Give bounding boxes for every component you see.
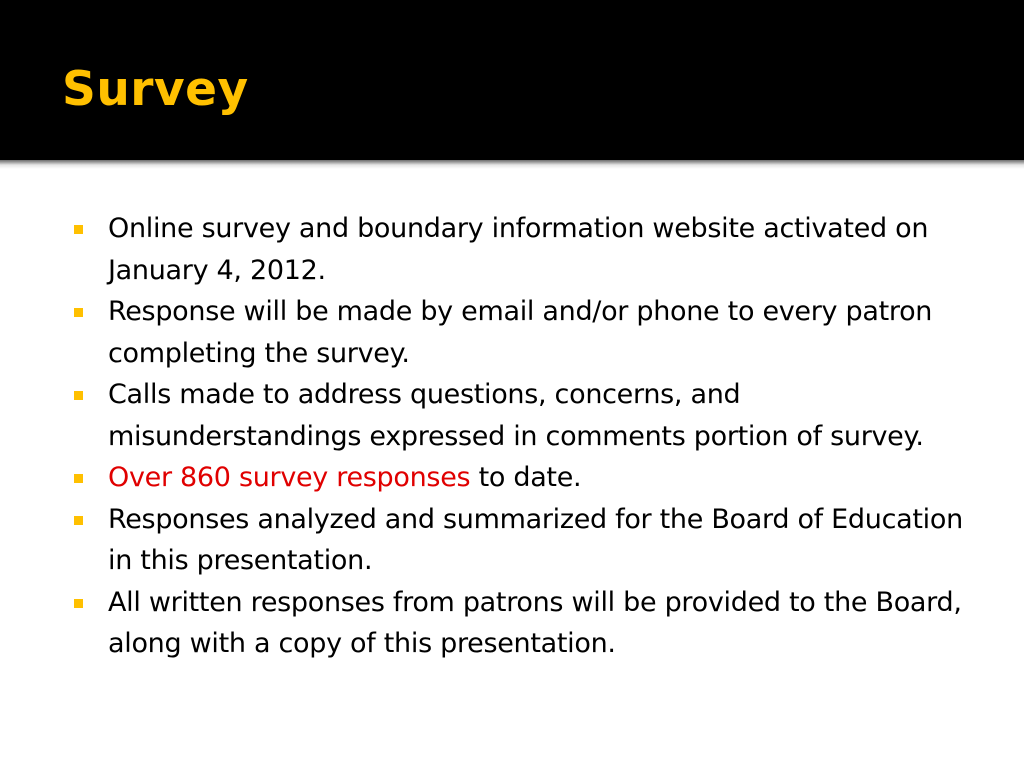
bullet-text: All written responses from patrons will be provided to the Board, along with a copy of this presentation. (108, 586, 962, 659)
bullet-item (70, 457, 990, 499)
bullet-item (70, 291, 990, 374)
title-divider (0, 160, 1024, 169)
square-bullet-icon (74, 516, 83, 525)
bullet-item (70, 374, 990, 457)
square-bullet-icon (74, 391, 83, 400)
bullet-item (70, 208, 990, 291)
bullet-text: Responses analyzed and summarized for the Board of Education in this presentation. (108, 503, 963, 576)
bullet-highlight-text: Over 860 survey responses (108, 462, 471, 493)
bullet-list (70, 208, 990, 665)
square-bullet-icon (74, 225, 83, 234)
bullet-item (70, 582, 990, 665)
slide-content (0, 169, 1024, 768)
bullet-text: to date. (470, 462, 582, 493)
bullet-item (70, 499, 990, 582)
square-bullet-icon (74, 474, 83, 483)
title-bar (0, 0, 1024, 160)
bullet-text: Online survey and boundary information website activated on January 4, 2012. (108, 213, 929, 286)
bullet-text: Calls made to address questions, concerns, and misunderstandings expressed in comments portion of survey. (108, 379, 924, 452)
bullet-text: Response will be made by email and/or phone to every patron completing the survey. (108, 296, 933, 369)
slide-title: Survey (62, 62, 249, 117)
square-bullet-icon (74, 599, 83, 608)
square-bullet-icon (74, 308, 83, 317)
